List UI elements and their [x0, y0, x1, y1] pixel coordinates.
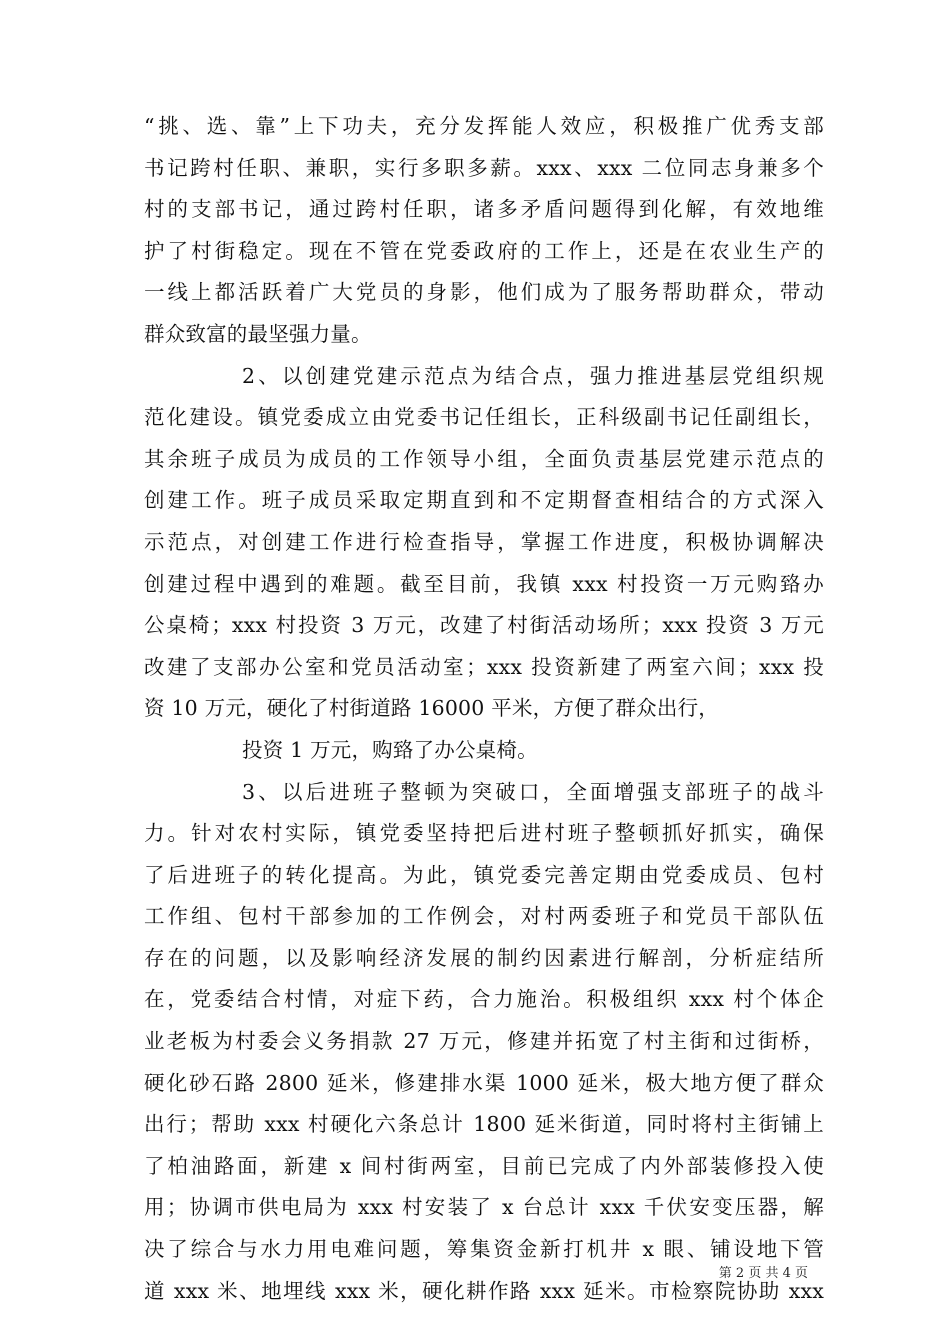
text-line: 投资 1 万元，购臵了办公桌椅。: [242, 737, 538, 762]
text-line: 范化建设。镇党委成立由党委书记任组长，正科级副书记任副组长，: [144, 405, 824, 430]
paragraph-2: [144, 356, 824, 730]
text-line: 力。针对农村实际，镇党委坚持把后进村班子整顿抓好抓实，确保: [144, 821, 824, 846]
text-line: 3、以后进班子整顿为突破口，全面增强支部班子的战斗: [242, 779, 824, 804]
text-line: 一线上都活跃着广大党员的身影，他们成为了服务帮助群众，带动: [144, 280, 824, 305]
text-line: 用；协调市供电局为 xxx 村安装了 x 台总计 xxx 千伏安变压器，解: [144, 1195, 824, 1220]
text-line: 在，党委结合村情，对症下药，合力施治。积极组织 xxx 村个体企: [144, 987, 824, 1012]
text-line: 出行；帮助 xxx 村硬化六条总计 1800 延米街道，同时将村主街铺上: [144, 1112, 824, 1137]
text-line: 2、以创建党建示范点为结合点，强力推进基层党组织规: [242, 363, 824, 388]
text-line: 改建了支部办公室和党员活动室；xxx 投资新建了两室六间；xxx 投: [144, 654, 824, 679]
text-line: 了后进班子的转化提高。为此，镇党委完善定期由党委成员、包村: [144, 862, 824, 887]
text-line: 群众致富的最坚强力量。: [144, 321, 372, 346]
text-line: 护了村街稳定。现在不管在党委政府的工作上，还是在农业生产的: [144, 238, 824, 263]
text-line: 硬化砂石路 2800 延米，修建排水渠 1000 延米，极大地方便了群众: [144, 1070, 824, 1095]
paragraph-3: [144, 730, 824, 772]
text-line: 村的支部书记，通过跨村任职，诸多矛盾问题得到化解，有效地维: [144, 197, 824, 222]
page-number-footer: 第 2 页 共 4 页: [718, 1266, 808, 1281]
text-line: 工作组、包村干部参加的工作例会，对村两委班子和党员干部队伍: [144, 904, 824, 929]
text-line: 书记跨村任职、兼职，实行多职多薪。xxx、xxx 二位同志身兼多个: [144, 155, 824, 180]
text-line: 决了综合与水力用电难问题，筹集资金新打机井 x 眼、铺设地下管: [144, 1237, 824, 1262]
text-line: “挑、选、靠”上下功夫，充分发挥能人效应，积极推广优秀支部: [144, 114, 824, 138]
text-line: 创建工作。班子成员采取定期直到和不定期督查相结合的方式深入: [144, 488, 824, 513]
text-line: 业老板为村委会义务捐款 27 万元，修建并拓宽了村主街和过街桥，: [144, 1029, 824, 1054]
text-line: 示范点，对创建工作进行检查指导，掌握工作进度，积极协调解决: [144, 529, 824, 554]
paragraph-1: [144, 106, 824, 356]
text-line: 公桌椅；xxx 村投资 3 万元，改建了村街活动场所；xxx 投资 3 万元: [144, 613, 824, 638]
text-line: 了柏油路面，新建 x 间村街两室，目前已完成了内外部装修投入使: [144, 1153, 824, 1178]
text-line: 创建过程中遇到的难题。截至目前，我镇 xxx 村投资一万元购臵办: [144, 571, 824, 596]
text-line: 道 xxx 米、地埋线 xxx 米，硬化耕作路 xxx 延米。市检察院协助 xxx: [144, 1278, 824, 1303]
text-line: 资 10 万元，硬化了村街道路 16000 平米，方便了群众出行，: [144, 696, 719, 721]
text-line: 其余班子成员为成员的工作领导小组，全面负责基层党建示范点的: [144, 446, 824, 471]
text-line: 存在的问题，以及影响经济发展的制约因素进行解剖，分析症结所: [144, 945, 824, 970]
document-body: [144, 106, 824, 1312]
paragraph-4: [144, 772, 824, 1313]
